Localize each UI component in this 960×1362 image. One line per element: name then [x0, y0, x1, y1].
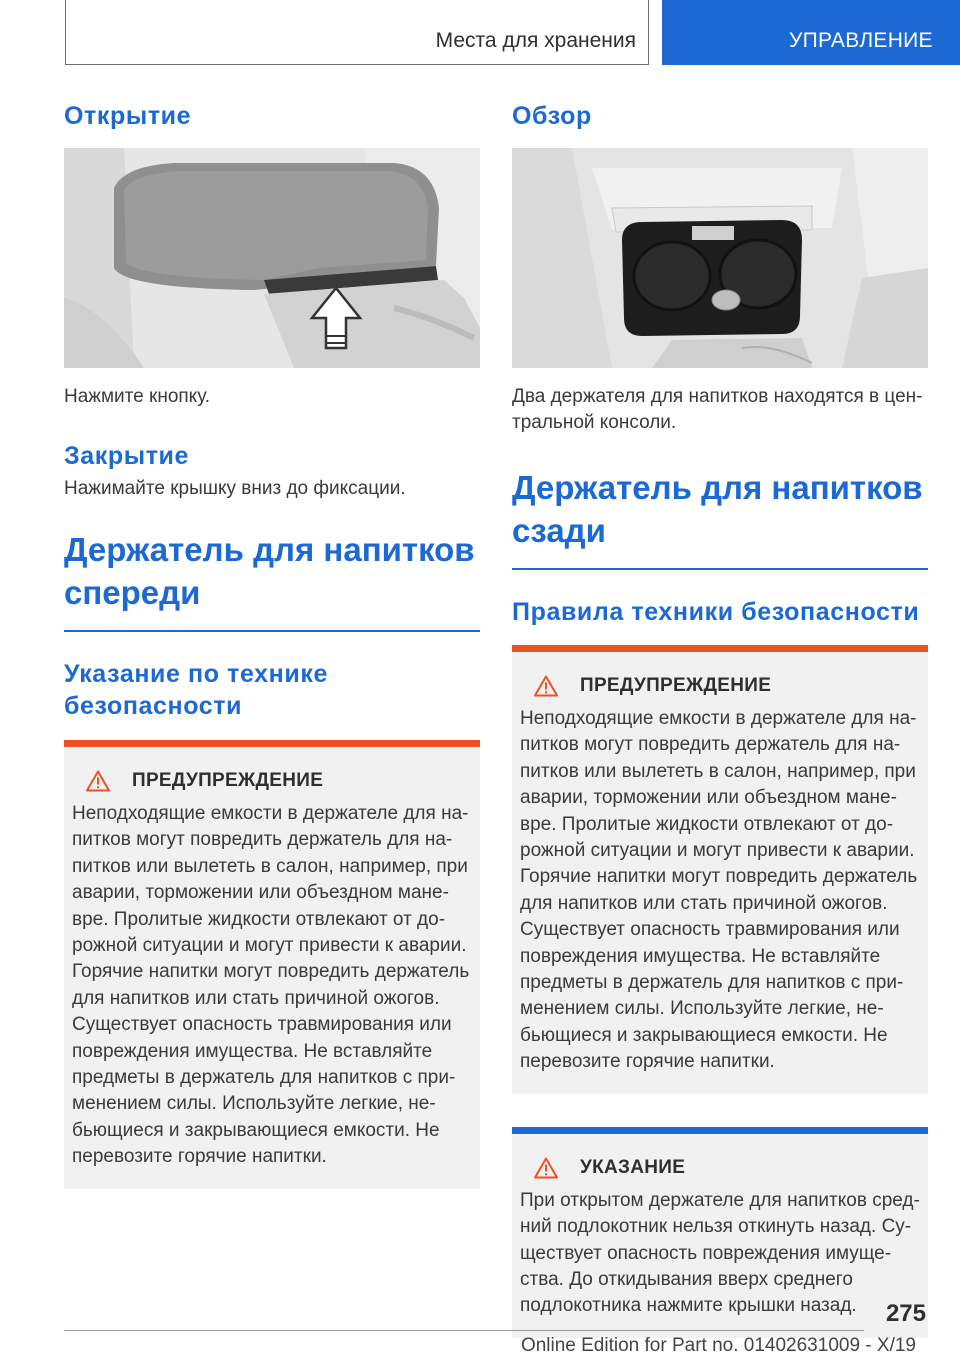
rear-holder-title-line1: Держатель для напитков [512, 469, 923, 506]
notice-box [512, 1127, 928, 1338]
warning-box-header [520, 674, 920, 698]
warning-triangle-icon [534, 675, 558, 697]
warning-box-rear [512, 645, 928, 1094]
header-chapter-tab [662, 0, 960, 65]
warning-triangle-icon [86, 770, 110, 792]
armrest-open-image [64, 148, 480, 368]
safety-heading-line1: Указание по технике [64, 660, 328, 688]
armrest-illustration [64, 148, 480, 368]
section-rule [512, 568, 928, 570]
warning-triangle-icon [534, 1157, 558, 1179]
section-rule [64, 630, 480, 632]
safety-heading-line2: безопасности [64, 692, 243, 720]
opening-caption: Нажмите кнопку. [64, 386, 211, 407]
warning-label: ПРЕДУПРЕЖДЕНИЕ [132, 770, 324, 791]
cupholder-illustration [512, 148, 928, 368]
cupholder-image [512, 148, 928, 368]
rear-holder-title-line2: сзади [512, 512, 606, 549]
warning-box-header [72, 769, 472, 793]
notice-label: УКАЗАНИЕ [580, 1156, 686, 1178]
warning-label: ПРЕДУПРЕЖДЕНИЕ [580, 675, 772, 696]
safety-rules-heading: Правила техники безопасности [512, 598, 920, 626]
edition-line: Online Edition for Part no. 01402631009 - X/19 [520, 1335, 916, 1356]
warning-text: Неподходящие емкости в держателе для на- питков могут повредить держатель для на- питков или вылететь в салон, например, при аварии, торможении или объездном мане- вре. Пролитые жидкости отвлекают от до- рожной ситуации и могут привести к аварии. Горячие напитки могут повредить держатель для напитков или стать причиной ожогов. Существует опасность травмирования или повреждения имущества. Не вставляйте предметы в держатель для напитков с при- менением силы. Используйте легкие, не- бьющиеся и закрывающиеся емкости. Не перевозите горячие напитки. [72, 803, 470, 1168]
footer-rule [64, 1330, 864, 1331]
header-section-title: Места для хранения [435, 29, 636, 52]
warning-box-front [64, 740, 480, 1189]
overview-heading: Обзор [512, 102, 592, 130]
closing-text: Нажимайте крышку вниз до фиксации. [64, 478, 406, 499]
front-holder-title-line2: спереди [64, 574, 201, 611]
closing-heading: Закрытие [64, 442, 190, 470]
notice-text: При открытом держателе для напитков сред- ний подлокотник нельзя откинуть назад. Су- ществует опасность повреждения имуще- ства. До откидывания вверх среднего подлокотника нажмите крышки назад. [520, 1189, 920, 1317]
notice-box-header [520, 1156, 920, 1180]
front-holder-title-line1: Держатель для напитков [64, 531, 475, 568]
right-column [512, 100, 928, 1338]
left-column [64, 100, 480, 1189]
header-chapter-title: УПРАВЛЕНИЕ [789, 29, 933, 52]
warning-text: Неподходящие емкости в держателе для на- питков могут повредить держатель для на- питков или вылететь в салон, например, при аварии, торможении или объездном мане- вре. Пролитые жидкости отвлекают от до- рожной ситуации и могут привести к аварии. Горячие напитки могут повредить держатель для напитков или стать причиной ожогов. Существует опасность травмирования или повреждения имущества. Не вставляйте предметы в держатель для напитков с при- менением силы. Используйте легкие, не- бьющиеся и закрывающиеся емкости. Не перевозите горячие напитки. [520, 708, 918, 1073]
header-section-box [65, 0, 649, 65]
page-number: 275 [885, 1300, 926, 1327]
opening-heading: Открытие [64, 102, 192, 130]
overview-caption: Два держателя для напитков находятся в цен- тральной консоли. [512, 386, 923, 433]
